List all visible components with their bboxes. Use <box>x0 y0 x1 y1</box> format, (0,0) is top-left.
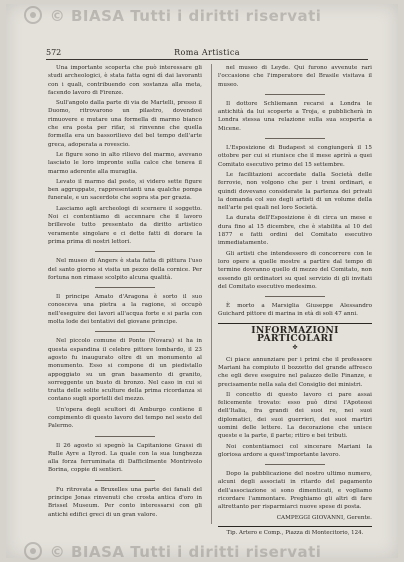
article-paragraph: Un'opera degli scultori di Amburgo contiene il compimento di questo lavoro del tempo nel sesto del Palermo. <box>48 406 202 430</box>
article-paragraph: L'Esposizione di Budapest si congiungerà il 15 ottobre per cui si riunisce che il mese aprirà a quei Comitato esecutivo primo del 15 settembre. <box>218 145 372 168</box>
column-divider <box>211 64 212 524</box>
article-paragraph: Lasciamo agli archeologi di scernere il soggetto. Noi ci contentiamo di accennare che il lavoro brillevole tutto presentato da diritto artistico veramente singolare e ci dette fatti di dorare la prima prima di nostri lettori. <box>48 205 202 245</box>
news-separator <box>95 251 155 252</box>
article-paragraph: Una importante scoperta che può interessare gli studi archeologici, è stata fatta ogni dì dai lavoranti con i quali, contribuendo con sostanza alla meta, facendo lavoro di Firenze. <box>48 65 202 96</box>
article-paragraph: Le facilitazioni accordate dalla Società delle ferrovie, non volgono che per i treni ordinari, e quindi dovevano considerate la partenza dei privati la domanda col suo degli artisti di un volume della nell'arte pei quali nel loro Società. <box>218 171 372 212</box>
article-paragraph: Nel piccolo comune di Ponte (Novara) si ha in questa espandina il celebre pittore lombardo, il 23 agosto fu inaugurato oltre di un monumento al monumento. Esso si compone di un piedistallo appoggiato su un gran basamento di granito, sorreggente un busto di bronzo. Nel caso in cui si tratta delle solite sculture della prima ricordanza si contano sugli sportelli del mezzo. <box>48 338 202 403</box>
right-column <box>218 64 372 537</box>
news-separator <box>265 464 325 465</box>
biasa-logo-icon <box>24 6 42 24</box>
news-separator <box>95 436 155 437</box>
page-header <box>46 45 368 60</box>
watermark-top <box>24 6 321 25</box>
article-paragraph: Noi contentiamoci col sincerare Mariani la gloriosa ardore a quest'importante lavoro. <box>218 443 372 458</box>
page-number: 572 <box>46 47 62 57</box>
news-separator <box>95 287 155 288</box>
biasa-logo-icon <box>24 542 42 560</box>
watermark-text: © BIASA Tutti i diritti riservati <box>49 7 322 25</box>
article-paragraph: Le figure sono in alto rilievo del marmo, avevano lasciato le loro impronte sulla calce che teneva il marmo aderente alla muraglia. <box>48 151 202 175</box>
news-separator <box>265 138 325 139</box>
news-separator <box>95 480 155 481</box>
news-separator <box>265 296 325 297</box>
article-paragraph: La durata dell'Esposizione è di circa un mese e dura fino al 15 dicembre, che è stabilita al 10 del 1877 e fatti ordini del Comitato esecutivo immediatamente. <box>218 215 372 247</box>
article-paragraph: Levato il marmo dal posto, si videro sette figure ben aggruppate, rappresentanti una qualche pompa funerale, e un sacerdote che sopra sta per grazia. <box>48 178 202 202</box>
article-paragraph: Sull'angolo dalla parte di via de Martelli, presso il Duomo, ritrovarono un pilastro, dovendosi rimuovere e mutare una formella di marmo bianco che era posta per rifar, si rinvenne che quella formella era un bassorilievo del bel tempo dell'arte greca, adoperata a rovescio. <box>48 100 202 148</box>
newspaper-page <box>6 4 398 561</box>
article-paragraph: Il concetto di questo lavoro ci pare assai felicemente trovato: esso può dirsi l'Apoteosi dell'Italia, fra grandi dei suoi re, nei suoi diplomatici, dei suoi guerrieri, dei suoi martiri uomini delle lettere. La decorazione che unisce queste e la parte, il parte; ritiro e bei tributi. <box>218 391 372 440</box>
ornament-icon: ✤ <box>292 344 298 352</box>
article-paragraph: Il 26 agosto si spegnò la Capitanione Grassi di Rulle Ayre a Ilyrod. La quale con la sua lunghezza alla forza ferruminata di Dafficilmente Montrivolo Borina, coppie di sentieri. <box>48 442 202 474</box>
watermark-bottom <box>24 542 321 561</box>
article-paragraph: Fu ritrovata a Bruxelles una parte dei fanali del principe Jonas rinvenuti che crosta antica d'oro in Brissel Museum. Per conto interessarsi con gli antichi edifici greci di un gran valore. <box>48 486 202 518</box>
section-title: INFORMAZIONI PARTICOLARI <box>218 323 372 344</box>
article-paragraph: Il principe Amato d'Aragona è sorto il suo conosceva una pietra a la ragione, si occupò nell'eseguire dei lavori all'acqua forte e si parla con molta lode dei tentativi del giovane principe. <box>48 294 202 326</box>
article-paragraph: Il dottore Schliemann recarsi a Londra le antichità da lui scoperte a Troja, e pubblicherà in Londra stessa una relazione sulla sua scoperta a Micene. <box>218 100 372 132</box>
signature: CAMPEGGI GIOVANNI, Gerente. <box>276 514 372 521</box>
left-column <box>48 64 202 521</box>
journal-title: Roma Artistica <box>174 47 240 57</box>
article-paragraph: nel museo di Leyde. Qui furono avvenute rari l'occasione che l'imperatore del Brasile visitava il museo. <box>218 65 372 88</box>
article-paragraph: Nel museo di Angers è stata fatta di pittura l'uso del santo giorno si visita un pezzo della cornice. Per fortuna non rimase scolpito alcuna qualità. <box>48 258 202 281</box>
article-paragraph: Gli artisti che intendessero di concorrere con le loro opere a quelle mostre a partire dal tempo di termine dovranno quello di mezzo del Comitato, non essendo gli ordinatori su quel servizio di gli invitati del Comitato esecutivo medesimo. <box>218 250 372 290</box>
printer-imprint: Tip. Artero e Comp., Piazza di Montecitorio, 124. <box>218 526 372 537</box>
article-paragraph: Dopo la pubblicazione del nostro ultimo numero, alcuni degli associati in ritardo del pagamento dell'associazione si sono dimenticati, e vogliamo ricordare l'ammontare. Preghiamo gli altri di fare altrettanto per risparmiarci nuove spese di posta. <box>218 471 372 511</box>
article-paragraph: È morto a Marsiglia Giuseppe Alessandro Guichard pittore di marina in età di soli 47 anni. <box>218 303 372 318</box>
article-paragraph: Ci piace annunziare per i primi che il professore Mariani ha compiuto il bozzetto del grande affresco che egli deve eseguire nel palazzo delle Finanze, e precisamente nella sala del Consiglio dei ministri. <box>218 356 372 388</box>
watermark-text: © BIASA Tutti i diritti riservati <box>49 543 322 561</box>
news-separator <box>95 331 155 332</box>
news-separator <box>265 94 325 95</box>
